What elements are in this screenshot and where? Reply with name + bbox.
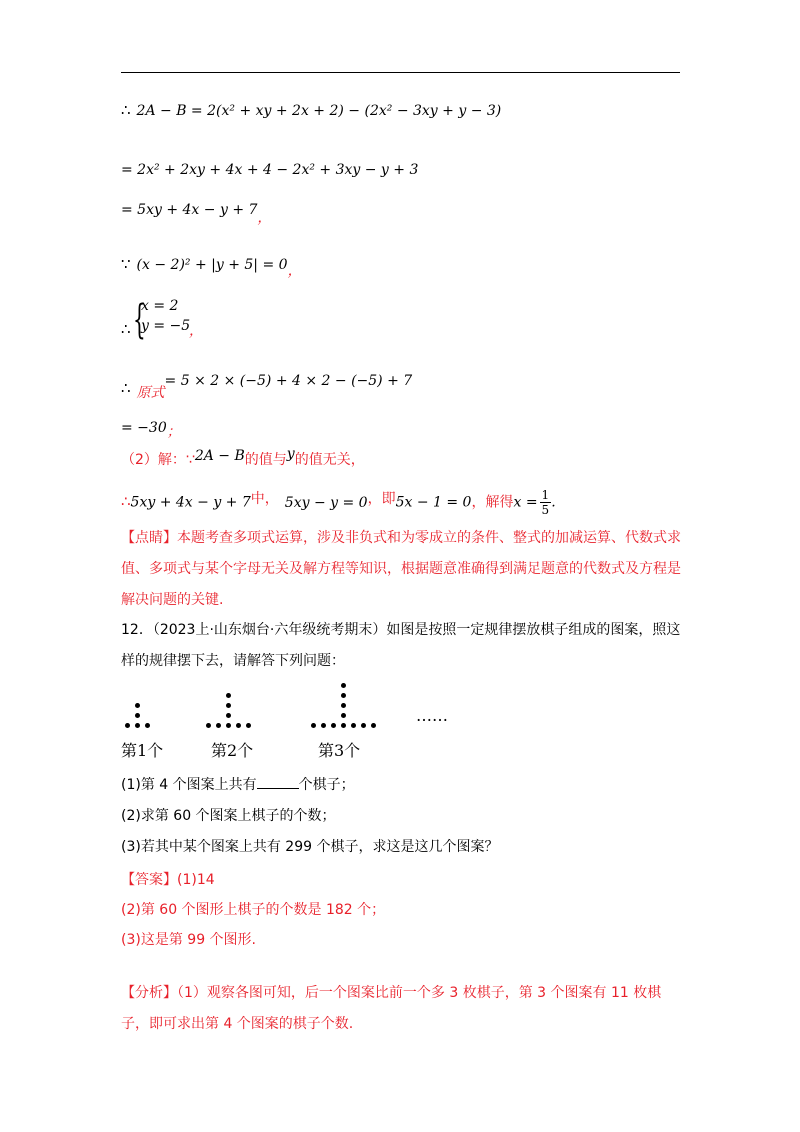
system-eq-x: x = 2 <box>141 298 179 314</box>
chess-piece <box>341 683 346 688</box>
equation-text: = 5 × 2 × (−5) + 4 × 2 − (−5) + 7 <box>164 373 413 389</box>
text: 的值与 <box>244 452 287 468</box>
figure-label-2: 第2个 <box>211 741 254 760</box>
text: 的值无关， <box>294 452 365 468</box>
variable: y <box>286 446 295 462</box>
chess-piece <box>331 723 336 728</box>
therefore-symbol: ∴ <box>121 320 131 338</box>
chess-piece <box>341 693 346 698</box>
chess-piece <box>321 723 326 728</box>
equation-line-7 <box>121 418 181 438</box>
chess-piece <box>351 723 356 728</box>
question-1 <box>121 770 681 801</box>
fraction-denominator: 5 <box>541 503 550 517</box>
chess-piece <box>216 723 221 728</box>
therefore-symbol: ∴ <box>121 492 131 511</box>
chess-piece <box>371 723 376 728</box>
chess-piece <box>361 723 366 728</box>
equation-text: (x − 2)² + |y + 5| = 0 <box>136 257 288 273</box>
equation-text: 2A − B = 2(x² + xy + 2x + 2) − (2x² − 3xy + y − 3) <box>136 103 502 119</box>
text: ，即 <box>367 490 396 507</box>
fraction-numerator: 1 <box>541 488 550 502</box>
chess-piece <box>226 713 231 718</box>
question-text: (1)第 4 个图案上共有 <box>121 777 257 793</box>
equation-line-4 <box>121 254 302 279</box>
equation-text: = 2x² + 2xy + 4x + 4 − 2x² + 3xy − y + 3 <box>121 162 419 178</box>
chess-piece <box>341 703 346 708</box>
chess-piece <box>236 723 241 728</box>
system-eq-y: y = −5 <box>141 318 191 334</box>
analysis-paragraph: 【分析】（1）观察各图可知，后一个图案比前一个多 3 枚棋子，第 3 个图案有 11 枚棋子，即可求出第 4 个图案的棋子个数. <box>121 985 662 1032</box>
punctuation: ； <box>166 424 181 440</box>
chess-piece <box>341 713 346 718</box>
equation-line-2 <box>121 160 418 180</box>
answer-blank <box>257 774 299 789</box>
therefore-symbol: ∴ <box>121 379 131 397</box>
equation-line-3 <box>121 200 272 226</box>
punctuation: ， <box>257 210 272 226</box>
chess-piece <box>135 703 140 708</box>
equation-line-1 <box>121 100 501 121</box>
variable: x = <box>513 494 538 511</box>
punctuation: . <box>551 494 556 511</box>
chess-piece <box>226 723 231 728</box>
problem-stem: 12．（2023上·山东烟台·六年级统考期末）如图是按照一定规律摆放棋子组成的图案，照这样的规律摆下去，请解答下列问题： <box>121 622 681 669</box>
because-symbol: ∵ <box>185 452 195 468</box>
brace-icon: { <box>133 297 146 343</box>
part-2-prefix: （2）解： <box>121 452 186 468</box>
therefore-symbol: ∴ <box>121 101 131 119</box>
equation-line-6 <box>121 370 413 401</box>
expression: 5xy + 4x − y + 7 <box>130 494 251 511</box>
equation-text: = −30 <box>121 420 167 436</box>
expression: 5x − 1 = 0 <box>395 494 472 511</box>
chess-piece <box>246 723 251 728</box>
answer-3: (3)这是第 99 个图形. <box>121 932 256 948</box>
chess-piece <box>135 713 140 718</box>
chess-piece <box>145 723 150 728</box>
equation-text: = 5xy + 4x − y + 7 <box>121 202 258 218</box>
chess-piece <box>206 723 211 728</box>
part-2-line <box>121 446 365 470</box>
equation-system <box>121 296 321 346</box>
answer-1: 【答案】(1)14 <box>121 872 215 888</box>
punctuation: ， <box>287 263 302 279</box>
text: ，解得 <box>471 494 514 511</box>
chess-piece <box>226 703 231 708</box>
header-rule <box>121 72 680 73</box>
punctuation: ， <box>189 323 203 339</box>
text: 中， <box>250 490 279 507</box>
part-2-solution-line <box>121 488 556 517</box>
key-point-paragraph: 【点睛】本题考查多项式运算，涉及非负式和为零成立的条件、整式的加减运算、代数式求值、多项式与某个字母无关及解方程等知识，根据题意准确得到满足题意的代数式及方程是解决问题的关键. <box>121 530 681 608</box>
fraction <box>540 488 552 517</box>
chess-piece <box>341 723 346 728</box>
because-symbol: ∵ <box>121 255 131 273</box>
ellipsis: …… <box>416 706 448 725</box>
expression: 5xy − y = 0 <box>284 494 368 511</box>
chess-piece <box>226 693 231 698</box>
figure-label-1: 第1个 <box>121 741 164 760</box>
chess-piece <box>311 723 316 728</box>
expression: 2A − B <box>194 448 245 464</box>
original-expression-label: 原式 <box>136 385 165 401</box>
question-3: (3)若其中某个图案上共有 299 个棋子，求这是这几个图案？ <box>121 839 499 855</box>
question-2: (2)求第 60 个图案上棋子的个数； <box>121 808 336 824</box>
answer-2: (2)第 60 个图形上棋子的个数是 182 个； <box>121 902 386 918</box>
chess-piece <box>135 723 140 728</box>
figure-label-3: 第3个 <box>318 741 361 760</box>
question-text: 个棋子； <box>298 777 355 793</box>
chess-piece <box>125 723 130 728</box>
